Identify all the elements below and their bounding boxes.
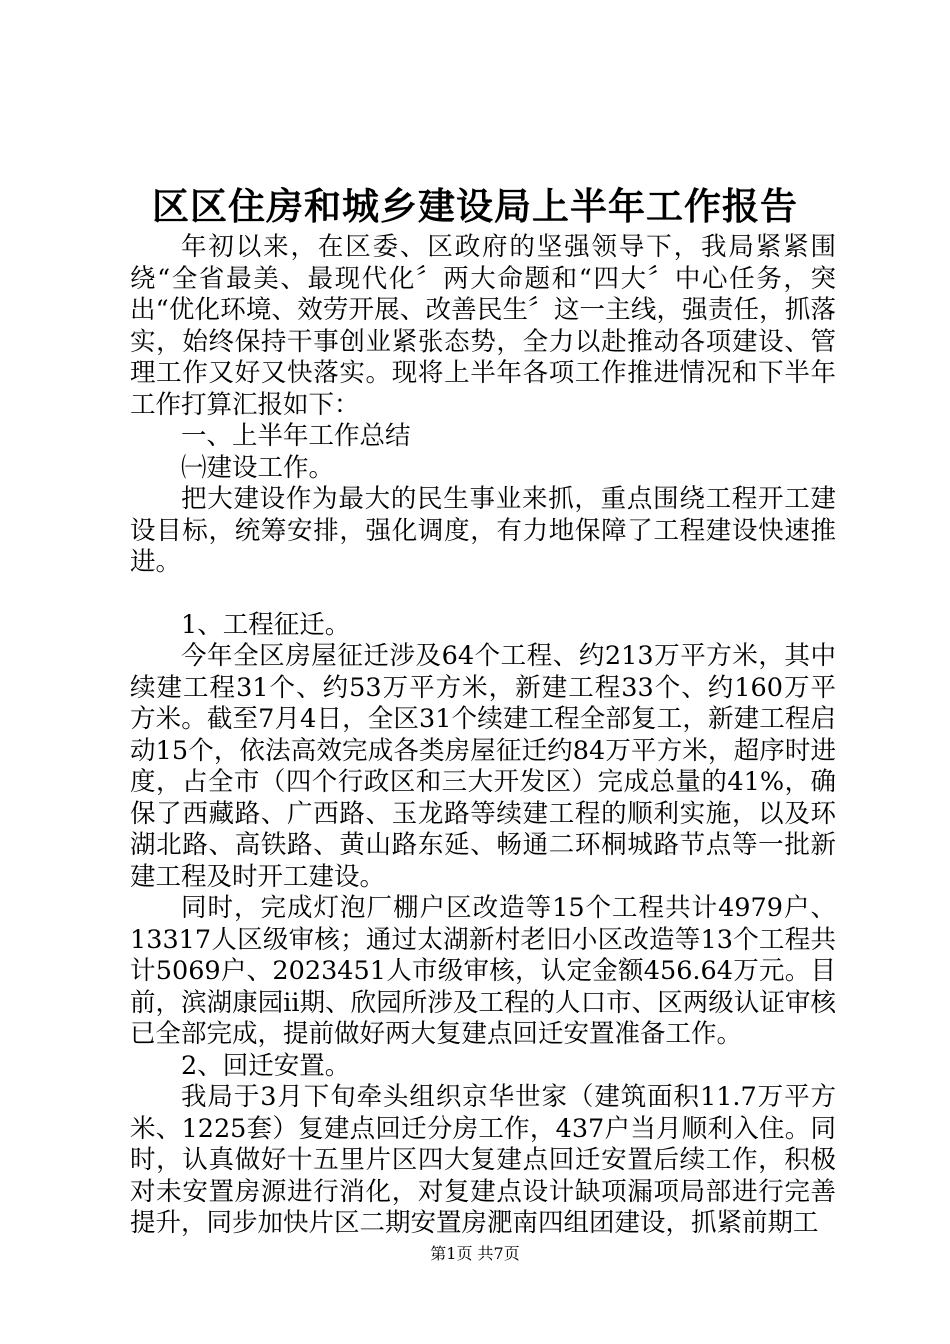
paragraph-demolition: 今年全区房屋征迁涉及64个工程、约213万平方米，其中续建工程31个、约53万平方米，新建工程33个、约160万平方米。截至7月4日，全区31个续建工程全部复工，新建工程启动15个，依法高效完成各类房屋征迁约84万平方米，超序时进度，占全市（四个行政区和三大开发区）完成总量的41%，确保了西藏路、广西路、玉龙路等续建工程的顺利实施，以及环湖北路、高铁路、黄山路东延、畅通二环桐城路节点等一批新建工程及时开工建设。 [130, 641, 836, 892]
item-heading: 1、工程征迁。 [181, 609, 351, 640]
document-title: 区区住房和城乡建设局上半年工作报告 [152, 184, 798, 228]
item-heading: 2、回迁安置。 [181, 1050, 351, 1081]
paragraph-resettlement: 我局于3月下旬牵头组织京华世家（建筑面积11.7万平方米、1225套）复建点回迁分房工作，437户当月顺利入住。同时，认真做好十五里片区四大复建点回迁安置后续工作，积极对未安置房源进行消化，对复建点设计缺项漏项局部进行完善提升，同步加快片区二期安置房淝南四组团建设，抓紧前期工 [130, 1082, 836, 1238]
subsection-heading: ㈠建设工作。 [181, 452, 335, 483]
paragraph-review: 同时，完成灯泡厂棚户区改造等15个工程共计4979户、13317人区级审核；通过太湖新村老旧小区改造等13个工程共计5069户、2023451人市级审核，认定金额456.64万元。目前，滨湖康园ii期、欣园所涉及工程的人口市、区两级认证审核已全部完成，提前做好两大复建点回迁安置准备工作。 [130, 893, 836, 1049]
section-heading: 一、上半年工作总结 [181, 421, 411, 451]
paragraph-intro: 年初以来，在区委、区政府的坚强领导下，我局紧紧围绕“全省最美、最现代化〞两大命题和“四大〞中心任务，突出“优化环境、效劳开展、改善民生〞这一主线，强责任，抓落实，始终保持干事创业紧张态势，全力以赴推动各项建设、管理工作又好又快落实。现将上半年各项工作推进情况和下半年工作打算汇报如下： [130, 232, 836, 420]
document-body [130, 232, 836, 1240]
page-footer: 第1页 共7页 [430, 1244, 520, 1263]
paragraph-construction: 把大建设作为最大的民生事业来抓，重点围绕工程开工建设目标，统筹安排，强化调度，有力地保障了工程建设快速推进。 [130, 484, 836, 577]
